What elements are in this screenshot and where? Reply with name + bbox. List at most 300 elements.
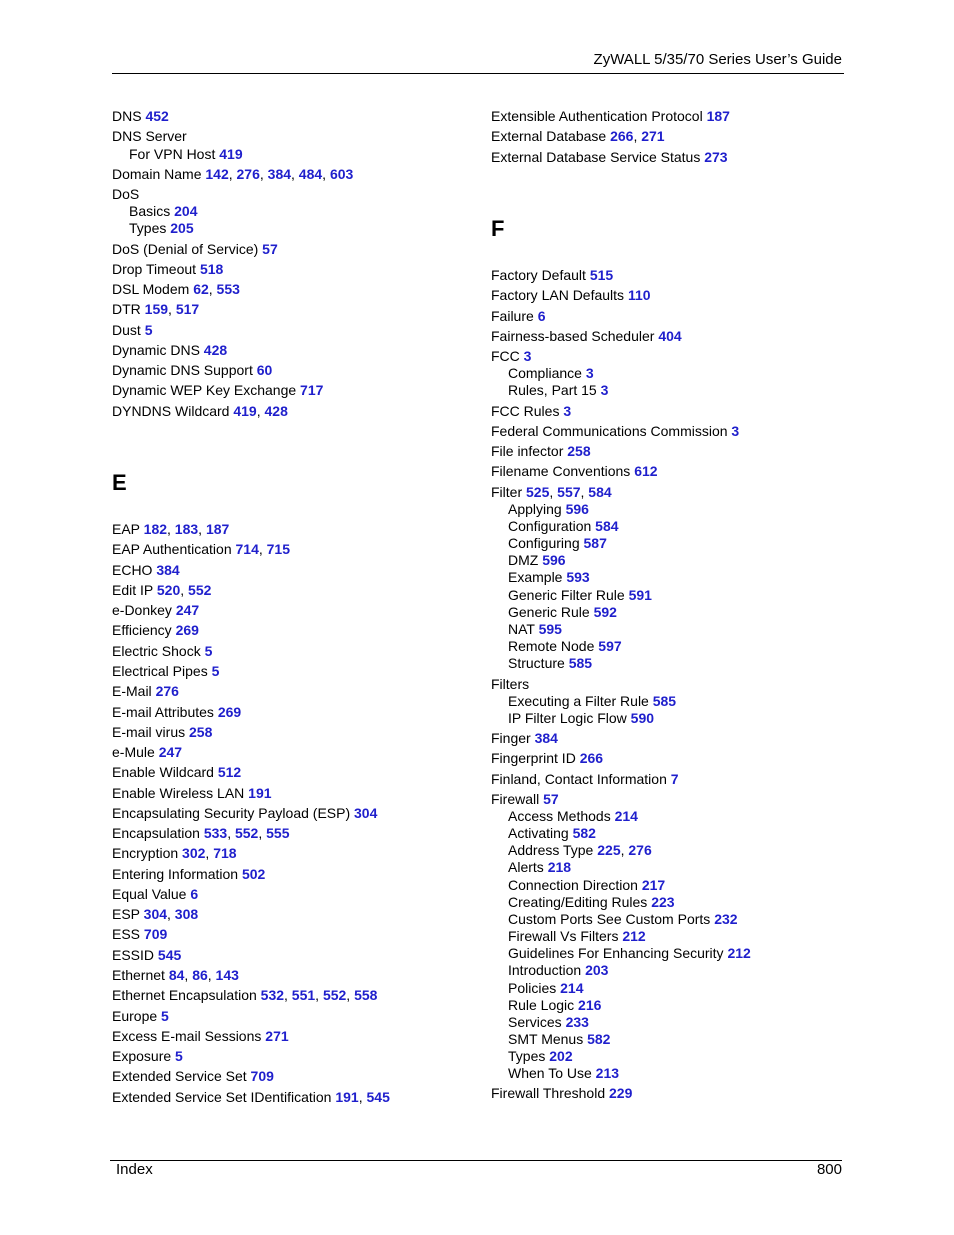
- page-link[interactable]: 258: [567, 443, 591, 459]
- page-link[interactable]: 709: [143, 926, 168, 942]
- index-term: Factory LAN Defaults: [491, 287, 625, 303]
- page-link[interactable]: 419: [233, 403, 257, 419]
- index-term: Europe: [112, 1008, 158, 1024]
- index-term: Enable Wireless LAN: [112, 785, 245, 801]
- page-link[interactable]: 233: [565, 1014, 589, 1030]
- page-link[interactable]: 545: [157, 947, 182, 963]
- index-term: Configuration: [508, 518, 592, 534]
- page-link[interactable]: 223: [651, 894, 675, 910]
- page-link[interactable]: 258: [189, 724, 213, 740]
- page-link[interactable]: 3: [731, 423, 740, 439]
- index-term: E-Mail: [112, 683, 152, 699]
- page-link[interactable]: 3: [563, 403, 572, 419]
- index-term: Policies: [508, 980, 557, 996]
- page-link[interactable]: 191: [248, 785, 272, 801]
- index-term: Configuring: [508, 535, 580, 551]
- page-link[interactable]: 584: [595, 518, 619, 534]
- index-entry: [112, 1048, 183, 1065]
- page-link[interactable]: 585: [568, 655, 593, 671]
- index-entry: [491, 403, 571, 420]
- page-link[interactable]: 159: [144, 301, 169, 317]
- index-term: DNS Server: [112, 128, 187, 144]
- index-term: Fingerprint ID: [491, 750, 576, 766]
- page-link[interactable]: 584: [588, 484, 612, 500]
- index-subentry: [508, 569, 590, 586]
- index-term: Example: [508, 569, 563, 585]
- page-link[interactable]: 585: [652, 693, 677, 709]
- index-term: SMT Menus: [508, 1031, 584, 1047]
- page-link[interactable]: 266: [579, 750, 604, 766]
- page-link[interactable]: 552: [322, 987, 347, 1003]
- index-term: Electrical Pipes: [112, 663, 208, 679]
- page-link[interactable]: 452: [145, 108, 169, 124]
- page-link[interactable]: 428: [264, 403, 288, 419]
- page-link[interactable]: 60: [256, 362, 273, 378]
- index-term: Equal Value: [112, 886, 187, 902]
- footer-section-label: Index: [116, 1161, 153, 1178]
- index-entry: Filter 525, 557, 584: [491, 484, 612, 500]
- index-entry: Edit IP 520, 552: [112, 582, 212, 598]
- index-term: DMZ: [508, 552, 539, 568]
- page-link[interactable]: 592: [593, 604, 617, 620]
- index-term: Domain Name: [112, 166, 202, 182]
- index-term: Alerts: [508, 859, 544, 875]
- page-link[interactable]: 110: [627, 287, 651, 303]
- index-entry: [112, 322, 152, 339]
- index-term: Efficiency: [112, 622, 172, 638]
- index-term: ECHO: [112, 562, 153, 578]
- page-link[interactable]: 502: [241, 866, 266, 882]
- page-link[interactable]: 603: [329, 166, 354, 182]
- index-term: Fairness-based Scheduler: [491, 328, 655, 344]
- page-link[interactable]: 304: [354, 805, 378, 821]
- index-term: Introduction: [508, 962, 582, 978]
- page-link[interactable]: 214: [560, 980, 584, 996]
- index-entry: [112, 947, 181, 964]
- index-term: Encapsulating Security Payload (ESP): [112, 805, 351, 821]
- index-subentry: [508, 655, 592, 672]
- index-term: Dust: [112, 322, 141, 338]
- index-entry: [112, 261, 223, 278]
- index-term: Ethernet: [112, 967, 165, 983]
- index-entry: [491, 108, 730, 125]
- index-term: e-Mule: [112, 744, 155, 760]
- index-term: Generic Filter Rule: [508, 587, 625, 603]
- page-link[interactable]: 216: [578, 997, 602, 1013]
- page-link[interactable]: 225: [597, 842, 621, 858]
- index-term: Compliance: [508, 365, 582, 381]
- page-link[interactable]: 5: [161, 1008, 169, 1024]
- index-entry: [112, 704, 241, 721]
- index-term: FCC: [491, 348, 520, 364]
- page-link[interactable]: 203: [585, 962, 609, 978]
- page-link[interactable]: 428: [203, 342, 228, 358]
- index-term: Structure: [508, 655, 565, 671]
- index-term: Rule Logic: [508, 997, 575, 1013]
- index-term: Edit IP: [112, 582, 153, 598]
- index-entry: Ethernet Encapsulation 532, 551, 552, 558: [112, 987, 378, 1003]
- index-entry: [112, 342, 227, 359]
- index-entry: ESP 304, 308: [112, 906, 199, 922]
- index-term: Exposure: [112, 1048, 172, 1064]
- page-link[interactable]: 525: [526, 484, 550, 500]
- page-link[interactable]: 515: [589, 267, 614, 283]
- page-link[interactable]: 276: [155, 683, 179, 699]
- index-term: Failure: [491, 308, 534, 324]
- page-link[interactable]: 5: [175, 1048, 183, 1064]
- index-term: Generic Rule: [508, 604, 590, 620]
- index-entry: [491, 149, 728, 166]
- index-subentry: [508, 997, 601, 1014]
- index-term: External Database Service Status: [491, 149, 701, 165]
- index-entry: EAP Authentication 714, 715: [112, 541, 290, 557]
- page-link[interactable]: 213: [595, 1065, 620, 1081]
- page-link[interactable]: 6: [190, 886, 199, 902]
- index-entry: [491, 791, 559, 808]
- index-term: When To Use: [508, 1065, 592, 1081]
- index-entry: [112, 108, 169, 125]
- index-term: Encapsulation: [112, 825, 200, 841]
- page-link[interactable]: 518: [199, 261, 224, 277]
- index-subentry: [508, 518, 619, 535]
- page-link[interactable]: 204: [174, 203, 198, 219]
- page-link[interactable]: 308: [174, 906, 199, 922]
- index-subentry: [129, 146, 243, 163]
- index-term: Filters: [491, 676, 530, 692]
- index-term: Types: [129, 220, 167, 236]
- section-heading: F: [491, 216, 505, 241]
- page-link[interactable]: 57: [543, 791, 559, 807]
- section-heading: E: [112, 470, 127, 495]
- index-term: Factory Default: [491, 267, 586, 283]
- index-entry: [112, 241, 278, 258]
- page-link[interactable]: 532: [260, 987, 285, 1003]
- page-link[interactable]: 247: [175, 602, 200, 618]
- index-entry: [112, 362, 272, 379]
- page-link[interactable]: 142: [205, 166, 229, 182]
- index-entry: [112, 382, 323, 399]
- page-link[interactable]: 3: [523, 348, 532, 364]
- index-term: Enable Wildcard: [112, 764, 214, 780]
- index-subentry: [129, 220, 194, 237]
- index-term: DNS: [112, 108, 142, 124]
- page-link[interactable]: 558: [354, 987, 378, 1003]
- index-entry: [112, 866, 265, 883]
- page-link[interactable]: 5: [211, 663, 220, 679]
- index-term: Basics: [129, 203, 171, 219]
- page-link[interactable]: 271: [641, 128, 665, 144]
- index-term: Filename Conventions: [491, 463, 631, 479]
- index-entry: DYNDNS Wildcard 419, 428: [112, 403, 288, 419]
- index-subentry: [508, 877, 665, 894]
- page-link[interactable]: 276: [628, 842, 652, 858]
- index-subentry: [508, 1031, 610, 1048]
- index-term: Access Methods: [508, 808, 611, 824]
- page-link[interactable]: 714: [235, 541, 259, 557]
- index-entry: Domain Name 142, 276, 384, 484, 603: [112, 166, 354, 182]
- page-link[interactable]: 269: [217, 704, 242, 720]
- index-term: DoS (Denial of Service): [112, 241, 259, 257]
- page-link[interactable]: 596: [542, 552, 566, 568]
- index-term: Rules, Part 15: [508, 382, 597, 398]
- index-term: EAP Authentication: [112, 541, 232, 557]
- index-term: EAP: [112, 521, 140, 537]
- index-entry: Extended Service Set IDentification 191, 545: [112, 1089, 390, 1105]
- index-term: Executing a Filter Rule: [508, 693, 649, 709]
- index-subentry: Address Type 225, 276: [508, 842, 652, 858]
- page-link[interactable]: 597: [598, 638, 622, 654]
- page-link[interactable]: 187: [706, 108, 730, 124]
- page-link[interactable]: 384: [534, 730, 558, 746]
- index-term: Firewall: [491, 791, 540, 807]
- page-link[interactable]: 214: [614, 808, 638, 824]
- index-subentry: [508, 1065, 619, 1082]
- index-term: Address Type: [508, 842, 594, 858]
- index-term: E-mail virus: [112, 724, 186, 740]
- index-term: e-Donkey: [112, 602, 172, 618]
- index-term: NAT: [508, 621, 535, 637]
- page-link[interactable]: 484: [298, 166, 323, 182]
- index-entry: Encryption 302, 718: [112, 845, 237, 861]
- index-subentry: [508, 980, 584, 997]
- index-term: Connection Direction: [508, 877, 638, 893]
- index-entry: [491, 730, 558, 747]
- index-entry: [491, 750, 603, 767]
- page-link[interactable]: 191: [335, 1089, 359, 1105]
- footer-divider: [110, 1160, 842, 1161]
- page-link[interactable]: 593: [566, 569, 590, 585]
- index-subentry: [508, 621, 562, 638]
- index-term: DTR: [112, 301, 141, 317]
- index-entry: [491, 771, 679, 788]
- index-entry: [491, 267, 613, 284]
- page-link[interactable]: 187: [205, 521, 230, 537]
- page-link[interactable]: 212: [727, 945, 751, 961]
- index-subentry: [508, 604, 617, 621]
- page-link[interactable]: 555: [266, 825, 290, 841]
- page-link[interactable]: 512: [217, 764, 242, 780]
- index-entry: [112, 562, 180, 579]
- index-term: Drop Timeout: [112, 261, 197, 277]
- page-link[interactable]: 582: [587, 1031, 611, 1047]
- index-term: IP Filter Logic Flow: [508, 710, 627, 726]
- page-link[interactable]: 62: [193, 281, 209, 297]
- index-entry: [112, 1008, 169, 1025]
- page-link[interactable]: 552: [234, 825, 259, 841]
- index-term: Firewall Threshold: [491, 1085, 606, 1101]
- page-link[interactable]: 304: [143, 906, 168, 922]
- index-term: Entering Information: [112, 866, 239, 882]
- page-link[interactable]: 6: [537, 308, 546, 324]
- index-entry: [491, 443, 591, 460]
- page-link[interactable]: 419: [219, 146, 243, 162]
- page-link[interactable]: 709: [250, 1068, 274, 1084]
- page-link[interactable]: 715: [266, 541, 290, 557]
- index-term: ESSID: [112, 947, 155, 963]
- index-entry: [112, 744, 182, 761]
- index-entry: [112, 683, 179, 700]
- index-entry: [112, 602, 199, 619]
- index-term: Applying: [508, 501, 562, 517]
- document-title: ZyWALL 5/35/70 Series User’s Guide: [593, 51, 842, 68]
- index-subentry: [508, 365, 594, 382]
- page-link[interactable]: 84: [168, 967, 185, 983]
- page-link[interactable]: 718: [213, 845, 237, 861]
- index-term: Services: [508, 1014, 562, 1030]
- index-subentry: [508, 535, 607, 552]
- page-link[interactable]: 551: [291, 987, 316, 1003]
- page-link[interactable]: 57: [262, 241, 278, 257]
- index-entry: [112, 186, 139, 203]
- index-entry: [112, 764, 241, 781]
- index-term: External Database: [491, 128, 607, 144]
- index-term: FCC Rules: [491, 403, 560, 419]
- index-entry: [491, 328, 682, 345]
- page-link[interactable]: 143: [215, 967, 239, 983]
- index-entry: [112, 805, 377, 822]
- page-link[interactable]: 183: [174, 521, 199, 537]
- index-term: Firewall Vs Filters: [508, 928, 619, 944]
- page-link[interactable]: 520: [156, 582, 181, 598]
- index-term: Extensible Authentication Protocol: [491, 108, 703, 124]
- index-subentry: [508, 859, 571, 876]
- page-link[interactable]: 553: [216, 281, 240, 297]
- index-entry: [112, 663, 219, 680]
- index-term: Federal Communications Commission: [491, 423, 728, 439]
- page-link[interactable]: 717: [300, 382, 324, 398]
- index-term: DSL Modem: [112, 281, 190, 297]
- index-subentry: [508, 638, 622, 655]
- index-term: Guidelines For Enhancing Security: [508, 945, 724, 961]
- index-term: Excess E-mail Sessions: [112, 1028, 262, 1044]
- index-entry: [112, 724, 212, 741]
- index-entry: [112, 1028, 289, 1045]
- index-term: Dynamic DNS Support: [112, 362, 253, 378]
- page-link[interactable]: 404: [658, 328, 682, 344]
- page-link[interactable]: 205: [170, 220, 194, 236]
- index-term: File infector: [491, 443, 564, 459]
- index-subentry: [508, 587, 652, 604]
- index-subentry: [508, 825, 596, 842]
- index-term: DoS: [112, 186, 140, 202]
- index-entry: [112, 785, 272, 802]
- page-link[interactable]: 232: [714, 911, 738, 927]
- page-link[interactable]: 582: [572, 825, 596, 841]
- page-link[interactable]: 276: [236, 166, 260, 182]
- index-term: For VPN Host: [129, 146, 216, 162]
- index-entry: [491, 308, 545, 325]
- index-term: Extended Service Set IDentification: [112, 1089, 332, 1105]
- index-entry: [112, 622, 199, 639]
- index-term: Ethernet Encapsulation: [112, 987, 257, 1003]
- index-subentry: [508, 1014, 589, 1031]
- page-link[interactable]: 218: [547, 859, 572, 875]
- page-link[interactable]: 384: [267, 166, 292, 182]
- index-subentry: [508, 501, 589, 518]
- index-subentry: [508, 552, 566, 569]
- page-link[interactable]: 517: [175, 301, 200, 317]
- index-entry: DSL Modem 62, 553: [112, 281, 240, 297]
- page-link[interactable]: 7: [670, 771, 679, 787]
- page-link[interactable]: 3: [600, 382, 609, 398]
- page-link[interactable]: 590: [630, 710, 655, 726]
- index-term: Creating/Editing Rules: [508, 894, 648, 910]
- index-term: Dynamic DNS: [112, 342, 200, 358]
- index-subentry: [129, 203, 197, 220]
- page-link[interactable]: 229: [609, 1085, 633, 1101]
- page-number: 800: [816, 1161, 842, 1178]
- index-entry: [491, 287, 651, 304]
- page-link[interactable]: 271: [265, 1028, 289, 1044]
- index-entry: [491, 463, 658, 480]
- page-link[interactable]: 5: [144, 322, 153, 338]
- index-subentry: [508, 911, 738, 928]
- index-entry: Encapsulation 533, 552, 555: [112, 825, 290, 841]
- page-link[interactable]: 552: [188, 582, 212, 598]
- header-divider: [112, 73, 844, 74]
- index-entry: [491, 676, 529, 693]
- page-link[interactable]: 212: [622, 928, 646, 944]
- page-link[interactable]: 5: [204, 643, 213, 659]
- page-link[interactable]: 182: [143, 521, 168, 537]
- page-link[interactable]: 587: [583, 535, 607, 551]
- index-entry: [112, 128, 187, 145]
- page-link[interactable]: 591: [628, 587, 652, 603]
- index-term: Finger: [491, 730, 531, 746]
- index-entry: EAP 182, 183, 187: [112, 521, 230, 537]
- index-entry: [112, 926, 167, 943]
- index-term: E-mail Attributes: [112, 704, 214, 720]
- index-subentry: [508, 945, 751, 962]
- index-term: ESP: [112, 906, 140, 922]
- index-term: Remote Node: [508, 638, 595, 654]
- page-link[interactable]: 384: [156, 562, 180, 578]
- page-link[interactable]: 302: [182, 845, 206, 861]
- page-link[interactable]: 596: [565, 501, 589, 517]
- page-link[interactable]: 533: [203, 825, 228, 841]
- page-link[interactable]: 3: [585, 365, 594, 381]
- index-entry: [491, 423, 739, 440]
- index-term: Electric Shock: [112, 643, 201, 659]
- index-subentry: [508, 382, 608, 399]
- index-entry: [491, 348, 531, 365]
- index-entry: [112, 886, 198, 903]
- page-link[interactable]: 86: [192, 967, 208, 983]
- index-entry: [112, 1068, 274, 1085]
- index-subentry: [508, 710, 654, 727]
- page-link[interactable]: 273: [704, 149, 728, 165]
- index-entry: External Database 266, 271: [491, 128, 665, 144]
- index-entry: [112, 643, 212, 660]
- index-entry: Ethernet 84, 86, 143: [112, 967, 239, 983]
- index-term: Dynamic WEP Key Exchange: [112, 382, 297, 398]
- page-link[interactable]: 545: [366, 1089, 390, 1105]
- page-link[interactable]: 595: [538, 621, 562, 637]
- index-subentry: [508, 1048, 573, 1065]
- page-link[interactable]: 247: [158, 744, 183, 760]
- page-link[interactable]: 202: [549, 1048, 573, 1064]
- page-link[interactable]: 269: [175, 622, 199, 638]
- page-link[interactable]: 217: [641, 877, 666, 893]
- page-link[interactable]: 612: [634, 463, 658, 479]
- index-entry: DTR 159, 517: [112, 301, 200, 317]
- index-term: Activating: [508, 825, 569, 841]
- index-subentry: [508, 693, 676, 710]
- index-term: Custom Ports See Custom Ports: [508, 911, 711, 927]
- page-link[interactable]: 266: [610, 128, 634, 144]
- index-term: Finland, Contact Information: [491, 771, 667, 787]
- page-link[interactable]: 557: [557, 484, 581, 500]
